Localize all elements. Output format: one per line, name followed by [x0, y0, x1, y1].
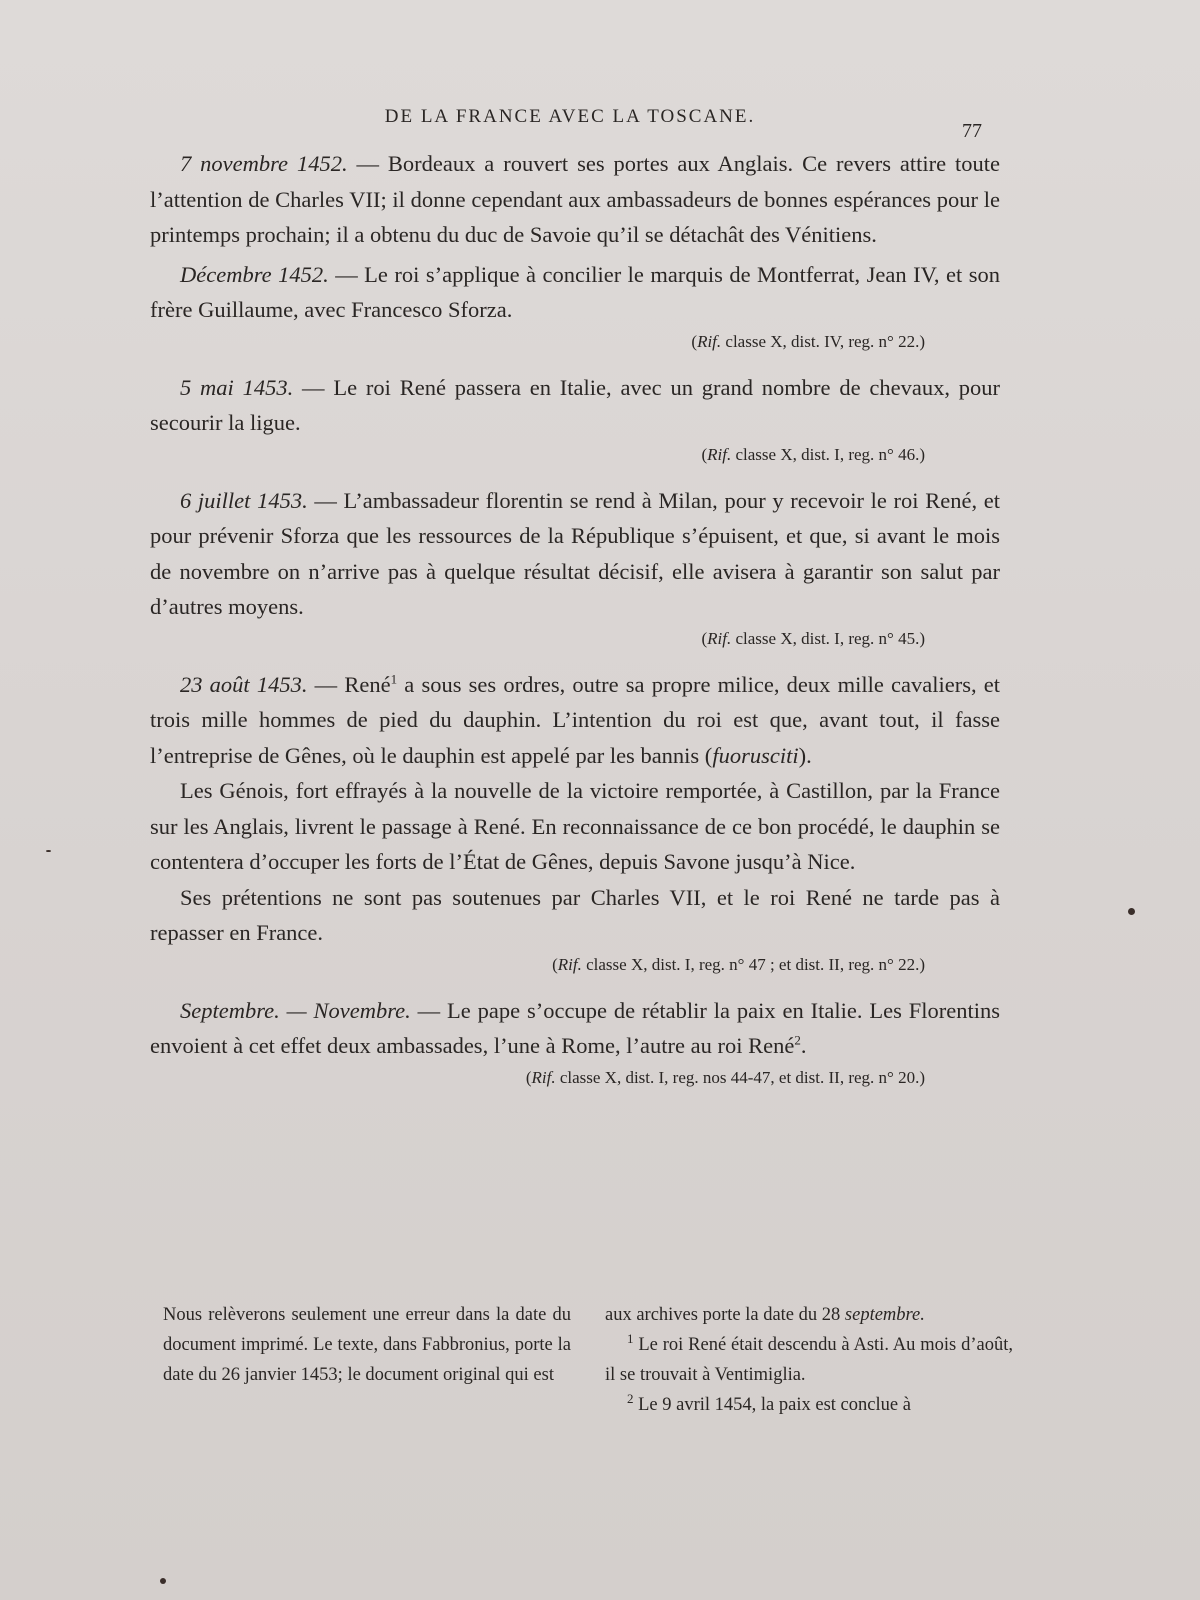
ref-source: Rif. [707, 444, 732, 464]
footnote-number: 1 [627, 1330, 634, 1346]
entry-date: 23 août 1453. [180, 671, 308, 697]
entry-text: — Le roi René passera en Italie, avec un grand nombre de chevaux, pour secourir la ligue. [150, 374, 1001, 435]
footnote-mark: 2 [794, 1032, 801, 1048]
ref-source: Rif. [557, 954, 582, 974]
entry-paragraph [150, 993, 1000, 1064]
entry-paragraph: Les Génois, fort effrayés à la nouvelle de la victoire remportée, à Castillon, par la France sur les Anglais, livrent le passage à René. En reconnaissance de ce bon procédé, le dauphin se contentera d’occuper les forts de l’État de Gênes, depuis Savone jusqu’à Nice. [150, 778, 1000, 874]
footnote-column-left [163, 1300, 571, 1420]
paper-speck [1128, 908, 1135, 915]
footnote-text: aux archives porte la date du 28 [605, 1305, 845, 1325]
entry-date: 6 juillet 1453. [180, 487, 308, 513]
entry-text: ). [798, 742, 812, 768]
entry-paragraph [150, 667, 1000, 774]
entry-text: a sous ses ordres, outre sa propre milice, deux mille cavaliers, et trois mille hommes de pied du dauphin. L’intention du roi est que, avant tout, il fasse l’entreprise de Gênes, où le dauphin est appelé par les bannis ( [150, 671, 1000, 768]
ref-detail: classe X, dist. I, reg. nos 44-47, et dist. II, reg. n° 20.) [555, 1067, 925, 1087]
entry-date: Décembre 1452. [180, 261, 329, 287]
entry-paragraph [150, 483, 1000, 625]
entry-text: — Le pape s’occupe de rétablir la paix en Italie. Les Florentins envoient à cet effet deux ambassades, l’une à Rome, l’autre au roi René [150, 997, 1000, 1058]
ref-detail: classe X, dist. I, reg. n° 47 ; et dist. II, reg. n° 22.) [581, 954, 925, 974]
entry-date: Septembre. — Novembre. [180, 997, 411, 1023]
running-title: DE LA FRANCE AVEC LA TOSCANE. [384, 106, 756, 127]
entry-text: — L’ambassadeur florentin se rend à Milan, pour y recevoir le roi René, et pour prévenir Sforza que les ressources de la République s’épuisent, et que, si avant le mois de novembre on n’arrive pas à quelque résultat décisif, elle avisera à garantir son salut par d’autres moyens. [150, 487, 1000, 619]
entry-text: . [800, 1033, 807, 1058]
footnote-2 [605, 1390, 1013, 1420]
ref-paren: ( [691, 331, 698, 351]
footnote-mark: 1 [390, 671, 398, 686]
italic-term: fuorusciti [712, 742, 799, 768]
entry-paragraph: Ses prétentions ne sont pas soutenues par Charles VII, et le roi René ne tarde pas à repasser en France. [150, 884, 1000, 945]
archive-reference [150, 953, 925, 977]
ref-paren: ( [525, 1067, 532, 1087]
paper-speck [160, 1578, 166, 1584]
footnote-continuation [605, 1300, 1013, 1330]
entry-paragraph [150, 370, 1000, 441]
paper-speck [46, 850, 51, 852]
footnote-column-right [605, 1300, 1013, 1420]
entry-paragraph [150, 257, 1000, 328]
body-text [150, 146, 1000, 1106]
entry-paragraph [150, 146, 1000, 253]
ref-detail: classe X, dist. I, reg. n° 46.) [731, 444, 925, 464]
ref-source: Rif. [531, 1067, 556, 1087]
footnote-text-italic: septembre. [844, 1305, 925, 1325]
entry-date: 7 novembre 1452. [180, 151, 348, 176]
ref-paren: ( [552, 954, 558, 974]
archive-reference [150, 443, 925, 467]
ref-source: Rif. [697, 331, 722, 351]
entry-text: — Bordeaux a rouvert ses portes aux Anglais. Ce revers attire toute l’attention de Charles VII; il donne cependant aux ambassadeurs de bonnes espérances pour le printemps prochain; il a obtenu du duc de Savoie qu’il se détachât des Vénitiens. [150, 151, 1000, 247]
archive-reference [150, 627, 925, 651]
ref-paren: ( [701, 444, 708, 464]
footnotes [163, 1300, 1013, 1420]
page-number: 77 [962, 120, 982, 142]
footnote-number: 2 [627, 1390, 634, 1406]
footnote-text: Le 9 avril 1454, la paix est conclue à [633, 1395, 911, 1415]
footnote-text: Le roi René était descendu à Asti. Au mois d’août, il se trouvait à Ventimiglia. [605, 1335, 1013, 1385]
entry-text: — René [307, 671, 391, 697]
ref-detail: classe X, dist. IV, reg. n° 22.) [721, 331, 925, 351]
footnote-1 [605, 1330, 1013, 1390]
ref-source: Rif. [707, 628, 732, 648]
archive-reference [150, 330, 925, 354]
archive-reference [150, 1066, 925, 1090]
entry-text: — Le roi s’applique à concilier le marquis de Montferrat, Jean IV, et son frère Guillaume, avec Francesco Sforza. [150, 261, 1000, 322]
entry-date: 5 mai 1453. [180, 374, 294, 400]
ref-detail: classe X, dist. I, reg. n° 45.) [731, 628, 925, 648]
footnote-continuation: Nous relèverons seulement une erreur dans la date du document imprimé. Le texte, dans Fabbronius, porte la date du 26 janvier 1453; le document original qui est [163, 1305, 571, 1385]
ref-paren: ( [701, 628, 708, 648]
